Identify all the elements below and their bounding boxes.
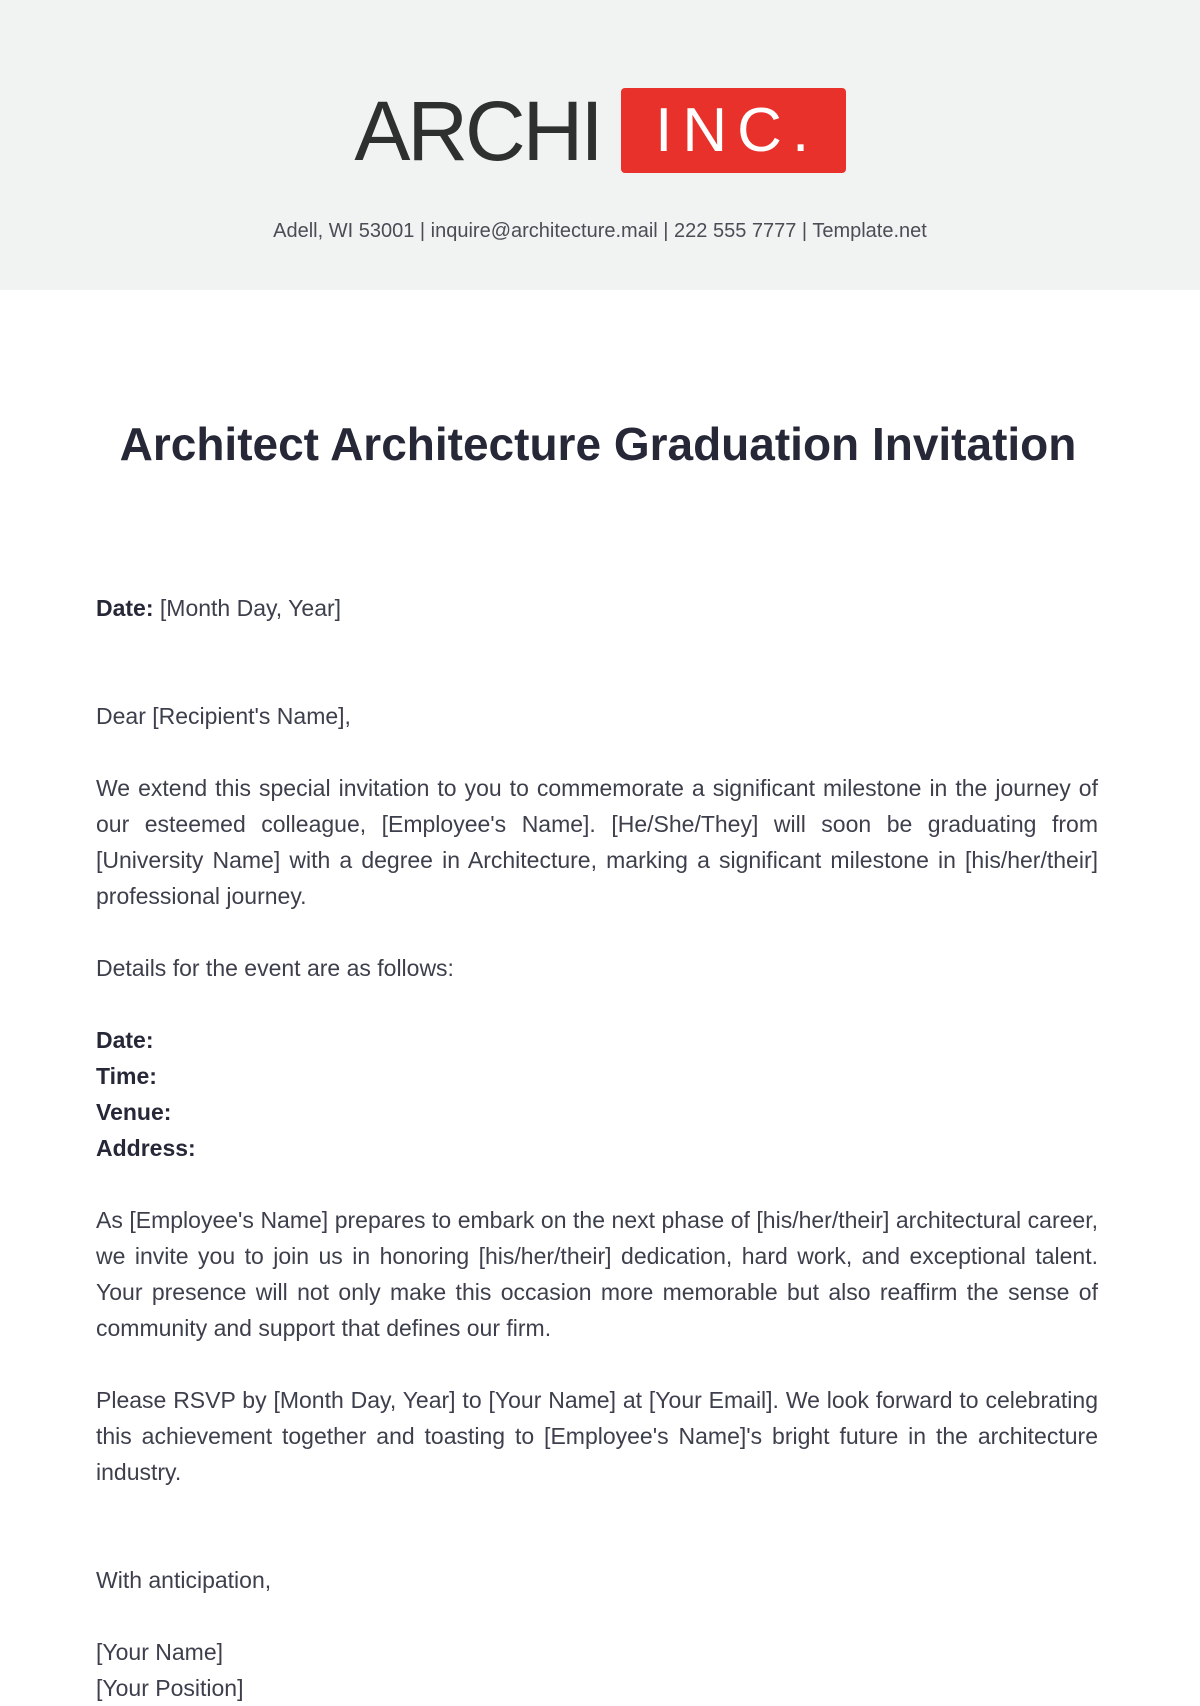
closing xyxy=(96,1562,1098,1598)
logo-wordmark: ARCHI xyxy=(354,83,601,178)
detail-date-label: Date: xyxy=(96,1027,154,1053)
letterhead xyxy=(0,0,1200,290)
paragraph-intro-text: We extend this special invitation to you to commemorate a significant milestone in the journey of our esteemed colleague, [Employee's Name]. [He/She/They] will soon be graduating from [University Name] with a degree in Architecture, marking a significant milestone in [his/her/their] professional journey. xyxy=(96,775,1098,909)
company-logo xyxy=(0,83,1200,178)
date-value: [Month Day, Year] xyxy=(159,595,342,621)
detail-time-label: Time: xyxy=(96,1063,157,1089)
greeting xyxy=(96,698,1098,734)
logo-badge: INC. xyxy=(621,88,846,173)
date-line xyxy=(96,590,1098,626)
signature-name: [Your Name] xyxy=(96,1639,223,1665)
document-title: Architect Architecture Graduation Invitation xyxy=(119,418,1077,470)
paragraph-career xyxy=(96,1202,1098,1346)
event-details xyxy=(96,1022,1098,1166)
contact-line: Adell, WI 53001 | inquire@architecture.mail | 222 555 7777 | Template.net xyxy=(273,220,927,242)
closing-text: With anticipation, xyxy=(96,1567,272,1593)
paragraph-rsvp xyxy=(96,1382,1098,1490)
detail-address-label: Address: xyxy=(96,1135,196,1161)
date-label: Date: xyxy=(96,595,154,621)
detail-venue-label: Venue: xyxy=(96,1099,172,1125)
paragraph-career-text: As [Employee's Name] prepares to embark on the next phase of [his/her/their] architectural career, we invite you to join us in honoring [his/her/their] dedication, hard work, and exceptional talent. Your presence will not only make this occasion more memorable but also reaffirm the sense of community and support that defines our firm. xyxy=(96,1207,1098,1341)
signature-block xyxy=(96,1634,1098,1706)
paragraph-intro xyxy=(96,770,1098,914)
greeting-text: Dear [Recipient's Name], xyxy=(96,703,351,729)
details-intro-text: Details for the event are as follows: xyxy=(96,955,454,981)
signature-position: [Your Position] xyxy=(96,1675,244,1701)
details-intro xyxy=(96,950,1098,986)
paragraph-rsvp-text: Please RSVP by [Month Day, Year] to [Your Name] at [Your Email]. We look forward to celebrating this achievement together and toasting to [Employee's Name]'s bright future in the architecture industry. xyxy=(96,1387,1098,1485)
